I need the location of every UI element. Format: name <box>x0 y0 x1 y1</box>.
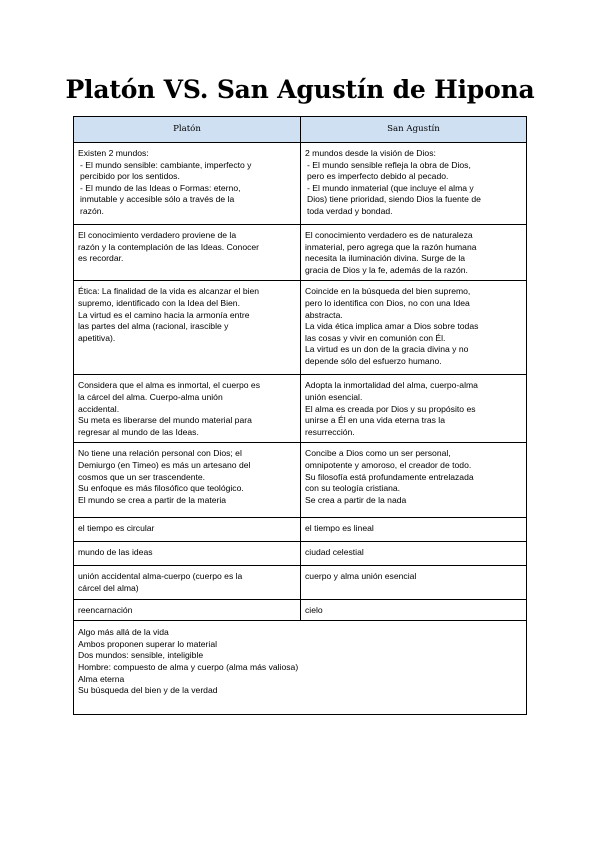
text-block <box>305 448 522 506</box>
common-line: Su búsqueda del bien y de la verdad <box>78 685 218 696</box>
text-block <box>78 286 296 344</box>
cell-content <box>301 542 526 563</box>
table-row <box>74 143 527 225</box>
text-line: unión accidental alma-cuerpo (cuerpo es la <box>78 571 243 582</box>
text-line: reencarnación <box>78 604 133 615</box>
text-line: razón. <box>80 205 104 216</box>
text-line: depende sólo del esfuerzo humano. <box>305 355 442 366</box>
text-line: omnipotente y amoroso, el creador de todo. <box>305 459 472 470</box>
text-block <box>78 571 296 594</box>
text-line: mundo de las ideas <box>78 547 153 558</box>
text-line: El alma es creada por Dios y su propósito es <box>305 403 476 414</box>
cell-content <box>74 443 300 510</box>
cell-content <box>74 225 300 269</box>
text-line: - El mundo inmaterial (que incluye el alma y <box>307 182 474 193</box>
cell-content <box>301 375 526 442</box>
cell-agustin <box>301 281 527 375</box>
table-row <box>74 443 527 518</box>
table-row <box>74 566 527 599</box>
cell-agustin <box>301 143 527 225</box>
text-line: Su enfoque es más filosófico que teológico. <box>78 483 244 494</box>
text-line: ciudad celestial <box>305 547 364 558</box>
cell-content <box>74 518 300 539</box>
cell-platon <box>74 143 301 225</box>
text-line: Existen 2 mundos: <box>78 148 149 158</box>
common-line: Alma eterna <box>78 673 125 684</box>
cell-platon <box>74 225 301 281</box>
bullet-item <box>305 160 522 183</box>
cell-platon <box>74 599 301 621</box>
cell-platon <box>74 566 301 599</box>
cell-agustin <box>301 225 527 281</box>
text-line: inmaterial, pero agrega que la razón humana <box>305 241 477 252</box>
bullet-item <box>78 183 296 218</box>
text-line: Considera que el alma es inmortal, el cuerpo es <box>78 380 260 391</box>
cell-content <box>301 518 526 539</box>
text-line: El mundo se crea a partir de la materia <box>78 494 227 505</box>
text-line: Ética: La finalidad de la vida es alcanzar el bien <box>78 286 260 297</box>
text-block <box>305 148 522 160</box>
text-line: No tiene una relación personal con Dios; el <box>78 448 242 459</box>
cell-platon <box>74 375 301 443</box>
text-line: Adopta la inmortalidad del alma, cuerpo-alma <box>305 380 478 391</box>
text-line: Su meta es liberarse del mundo material para <box>78 415 252 426</box>
cell-agustin <box>301 566 527 599</box>
text-line: Demiurgo (en Timeo) es más un artesano del <box>78 459 251 470</box>
text-line: Coincide en la búsqueda del bien supremo, <box>305 286 471 297</box>
comparison-table <box>73 116 527 715</box>
table-row <box>74 599 527 621</box>
text-block <box>78 523 296 535</box>
common-line: Algo más allá de la vida <box>78 627 169 638</box>
text-line: Dios) tiene prioridad, siendo Dios la fuente de <box>307 194 481 205</box>
cell-content <box>74 143 300 222</box>
cell-agustin <box>301 443 527 518</box>
cell-platon <box>74 281 301 375</box>
text-line: regresar al mundo de las Ideas. <box>78 426 199 437</box>
cell-content <box>301 566 526 587</box>
cell-agustin <box>301 375 527 443</box>
text-line: la cárcel del alma. Cuerpo-alma unión <box>78 391 223 402</box>
cell-content <box>74 621 526 701</box>
column-header-platon: Platón <box>74 117 301 143</box>
text-line: abstracta. <box>305 309 343 320</box>
cell-content <box>74 600 300 621</box>
text-line: El conocimiento verdadero es de naturaleza <box>305 230 473 240</box>
text-line: - El mundo de las Ideas o Formas: eterno, <box>80 182 241 193</box>
text-line: razón y la contemplación de las Ideas. Conocer <box>78 241 260 252</box>
text-line: unión esencial. <box>305 391 363 402</box>
text-line: - El mundo sensible: cambiante, imperfecto y <box>80 159 252 170</box>
cell-content <box>74 542 300 563</box>
table-header-row <box>74 117 527 143</box>
text-line: supremo, identificado con la Idea del Bien. <box>78 297 240 308</box>
cell-agustin <box>301 518 527 542</box>
text-line: percibido por los sentidos. <box>80 171 180 182</box>
text-block <box>305 605 522 617</box>
text-block <box>78 448 296 506</box>
text-line: pero es imperfecto debido al pecado. <box>307 171 449 182</box>
text-line: cosmos que un ser trascendente. <box>78 471 206 482</box>
table-row <box>74 225 527 281</box>
text-line: gracia de Dios y la fe, además de la razón. <box>305 264 468 275</box>
text-line: Concibe a Dios como un ser personal, <box>305 448 451 459</box>
text-line: cuerpo y alma unión esencial <box>305 571 417 582</box>
text-line: las partes del alma (racional, irascible y <box>78 321 229 332</box>
text-block <box>78 380 296 438</box>
text-block <box>78 605 296 617</box>
text-line: 2 mundos desde la visión de Dios: <box>305 148 436 158</box>
cell-platon <box>74 518 301 542</box>
text-line: La virtud es un don de la gracia divina y no <box>305 344 469 355</box>
cell-platon <box>74 443 301 518</box>
page-title: Platón VS. San Agustín de Hipona <box>65 75 535 104</box>
cell-content <box>74 281 300 348</box>
text-block <box>305 380 522 438</box>
common-line: Ambos proponen superar lo material <box>78 638 218 649</box>
text-line: resurrección. <box>305 426 355 437</box>
text-line: necesita la iluminación divina. Surge de la <box>305 253 466 264</box>
cell-common <box>74 621 527 715</box>
text-line: unirse a Él en una vida eterna tras la <box>305 415 445 426</box>
cell-content <box>301 225 526 280</box>
cell-content <box>74 375 300 442</box>
text-line: cielo <box>305 604 323 615</box>
text-line: - El mundo sensible refleja la obra de Dios, <box>307 159 471 170</box>
cell-content <box>301 143 526 222</box>
common-row <box>74 621 527 715</box>
text-line: cárcel del alma) <box>78 582 139 593</box>
text-line: con su teología cristiana. <box>305 483 401 494</box>
text-line: La virtud es el camino hacia la armonía entre <box>78 309 250 320</box>
common-line: Hombre: compuesto de alma y cuerpo (alma más valiosa) <box>78 661 299 672</box>
text-block <box>305 571 522 583</box>
cell-content <box>301 600 526 621</box>
column-header-agustin: San Agustín <box>301 117 527 143</box>
cell-agustin <box>301 542 527 566</box>
table-body <box>74 143 527 715</box>
text-line: accidental. <box>78 403 120 414</box>
text-line: pero lo identifica con Dios, no con una Idea <box>305 297 470 308</box>
bullet-item <box>78 160 296 183</box>
text-line: Se crea a partir de la nada <box>305 494 407 505</box>
text-line: el tiempo es lineal <box>305 523 374 534</box>
cell-platon <box>74 542 301 566</box>
text-block <box>305 523 522 535</box>
text-line: apetitiva). <box>78 332 116 343</box>
text-line: El conocimiento verdadero proviene de la <box>78 230 237 240</box>
cell-content <box>301 281 526 371</box>
text-block <box>78 148 296 160</box>
text-line: es recordar. <box>78 253 124 264</box>
text-block <box>78 230 296 265</box>
table-row <box>74 281 527 375</box>
text-block <box>305 286 522 367</box>
table-row <box>74 518 527 542</box>
text-block <box>78 547 296 559</box>
text-line: el tiempo es circular <box>78 523 155 534</box>
text-line: las cosas y vivir en comunión con Él. <box>305 332 446 343</box>
cell-content <box>74 566 300 598</box>
table-row <box>74 542 527 566</box>
text-block <box>305 547 522 559</box>
common-line: Dos mundos: sensible, inteligible <box>78 650 204 661</box>
table-row <box>74 375 527 443</box>
cell-content <box>301 443 526 510</box>
text-line: toda verdad y bondad. <box>307 205 393 216</box>
text-line: La vida ética implica amar a Dios sobre todas <box>305 321 479 332</box>
text-block <box>305 230 522 276</box>
cell-agustin <box>301 599 527 621</box>
text-line: Su filosofía está profundamente entrelazada <box>305 471 474 482</box>
text-line: inmutable y accesible sólo a través de la <box>80 194 235 205</box>
bullet-item <box>305 183 522 218</box>
